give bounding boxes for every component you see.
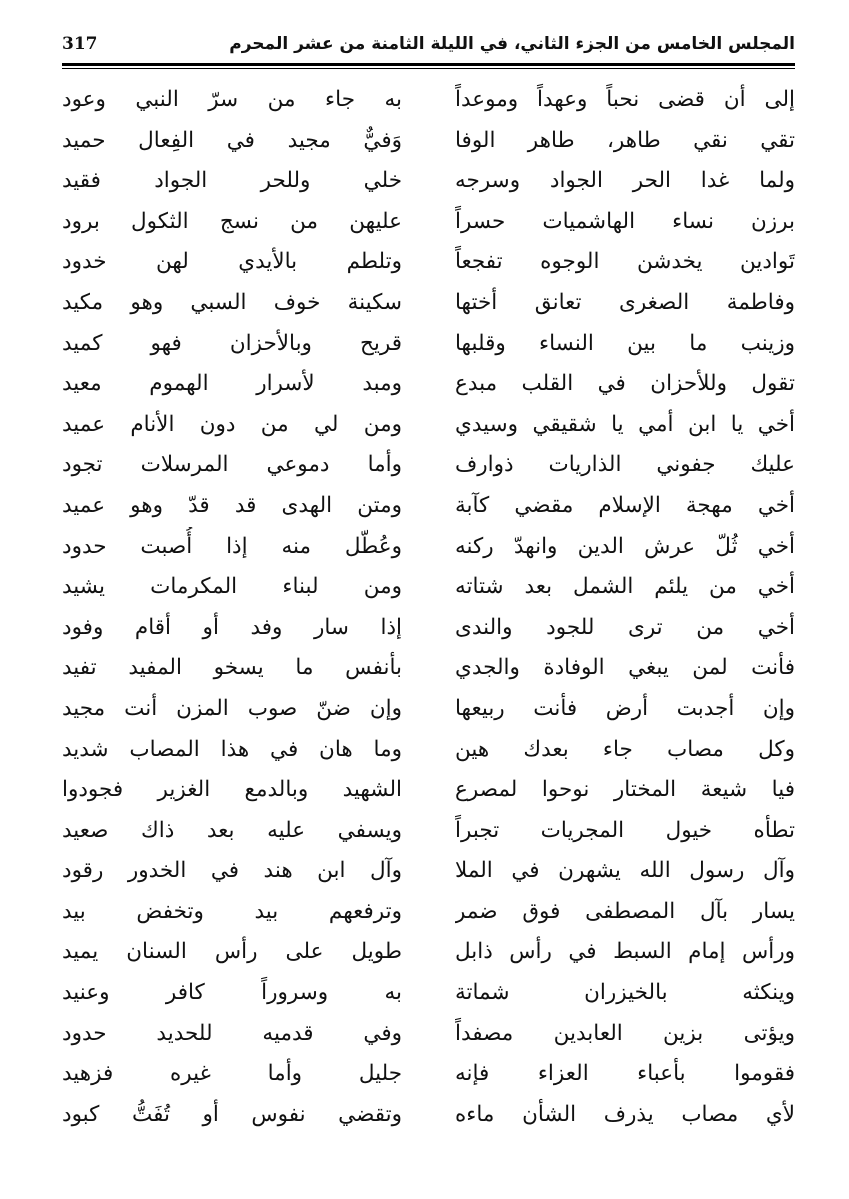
verse-second-hemistich: وعُطّل منه إذا أُصبت حدود — [62, 533, 402, 559]
verse-line — [62, 161, 795, 202]
verse-second-hemistich: ويسفي عليه بعد ذاك صعيد — [62, 817, 402, 843]
verse-first-hemistich: فأنت لمن يبغي الوفادة والجدي — [455, 655, 795, 681]
verse-first-hemistich: تطأه خيول المجريات تجبراً — [455, 817, 795, 843]
verse-first-hemistich: وزينب ما بين النساء وقلبها — [455, 330, 795, 356]
verse-second-hemistich: وترفعهم بيد وتخفض بيد — [62, 898, 402, 924]
verse-second-hemistich: به وسروراً كافر وعنيد — [62, 980, 402, 1006]
verse-line — [62, 242, 795, 283]
verse-first-hemistich: برزن نساء الهاشميات حسراً — [455, 208, 795, 234]
verse-line — [62, 202, 795, 243]
verse-line — [62, 730, 795, 771]
verse-first-hemistich: يسار بآل المصطفى فوق ضمر — [455, 898, 795, 924]
verse-second-hemistich: ومتن الهدى قد قدّ وهو عميد — [62, 492, 402, 518]
verse-line — [62, 121, 795, 162]
verse-second-hemistich: وتلطم بالأيدي لهن خدود — [62, 249, 402, 275]
verse-first-hemistich: فقوموا بأعباء العزاء فإنه — [455, 1061, 795, 1087]
verse-first-hemistich: تَوادين يخدشن الوجوه تفجعاً — [455, 249, 795, 275]
verse-line — [62, 527, 795, 568]
verse-line — [62, 405, 795, 446]
verse-line — [62, 811, 795, 852]
verse-second-hemistich: وتقضي نفوس أو تُفَتُّ كبود — [62, 1101, 402, 1127]
verse-second-hemistich: وإن ضنّ صوب المزن أنت مجيد — [62, 695, 402, 721]
verse-first-hemistich: إلى أن قضى نحباً وعهداً وموعداً — [455, 87, 795, 112]
verse-first-hemistich: تقول وللأحزان في القلب مبدع — [455, 371, 795, 397]
verse-first-hemistich: وفاطمة الصغرى تعانق أختها — [455, 289, 795, 315]
verse-line — [62, 80, 795, 121]
verse-second-hemistich: وأما دموعي المرسلات تجود — [62, 452, 402, 478]
header-rule-thin — [62, 68, 795, 69]
verse-line — [62, 1095, 795, 1136]
verse-second-hemistich: طويل على رأس السنان يميد — [62, 939, 402, 965]
verse-line — [62, 445, 795, 486]
verse-first-hemistich: أخي مهجة الإسلام مقضي كآبة — [455, 492, 795, 518]
verse-line — [62, 283, 795, 324]
verse-line — [62, 932, 795, 973]
verse-first-hemistich: أخي يا ابن أمي يا شقيقي وسيدي — [455, 411, 795, 437]
verse-first-hemistich: وإن أجدبت أرض فأنت ربيعها — [455, 695, 795, 721]
verse-first-hemistich: وينكثه بالخيزران شماتة — [455, 980, 795, 1006]
verse-line — [62, 689, 795, 730]
verse-second-hemistich: ومن لي من دون الأنام عميد — [62, 411, 402, 437]
verse-line — [62, 486, 795, 527]
page-header — [62, 26, 795, 62]
verse-first-hemistich: لأي مصاب يذرف الشأن ماءه — [455, 1101, 795, 1127]
verse-second-hemistich: خلي وللحر الجواد فقيد — [62, 168, 402, 194]
verse-first-hemistich: وآل رسول الله يشهرن في الملا — [455, 858, 795, 884]
verse-first-hemistich: ورأس إمام السبط في رأس ذابل — [455, 939, 795, 965]
verse-second-hemistich: الشهيد وبالدمع الغزير فجودوا — [62, 777, 402, 803]
verse-line — [62, 648, 795, 689]
verse-second-hemistich: ومن لبناء المكرمات يشيد — [62, 574, 402, 600]
verse-line — [62, 892, 795, 933]
verse-first-hemistich: عليك جفوني الذاريات ذوارف — [455, 452, 795, 478]
verse-first-hemistich: وكل مصاب جاء بعدك هين — [455, 736, 795, 762]
verse-line — [62, 567, 795, 608]
verse-second-hemistich: إذا سار وفد أو أقام وفود — [62, 614, 402, 640]
verse-second-hemistich: وآل ابن هند في الخدور رقود — [62, 858, 402, 884]
verse-second-hemistich: ومبد لأسرار الهموم معيد — [62, 371, 402, 397]
verse-line — [62, 770, 795, 811]
verse-first-hemistich: أخي ثُلّ عرش الدين وانهدّ ركنه — [455, 533, 795, 559]
verse-first-hemistich: تقي نقي طاهر، طاهر الوفا — [455, 127, 795, 153]
verse-line — [62, 851, 795, 892]
verse-line — [62, 608, 795, 649]
verse-line — [62, 1054, 795, 1095]
verse-first-hemistich: أخي من يلئم الشمل بعد شتاته — [455, 574, 795, 600]
verse-second-hemistich: بأنفس ما يسخو المفيد تفيد — [62, 655, 402, 681]
verse-second-hemistich: عليهن من نسج الثكول برود — [62, 208, 402, 234]
verse-second-hemistich: قريح وبالأحزان فهو كميد — [62, 330, 402, 356]
verse-line — [62, 1014, 795, 1055]
header-rule-thick — [62, 63, 795, 66]
verse-first-hemistich: ويؤتى بزين العابدين مصفداً — [455, 1020, 795, 1046]
verse-second-hemistich: به جاء من سرّ النبي وعود — [62, 87, 402, 112]
verse-second-hemistich: وفي قدميه للحديد حدود — [62, 1020, 402, 1046]
verse-line — [62, 364, 795, 405]
poem-body — [62, 80, 795, 1135]
verse-first-hemistich: فيا شيعة المختار نوحوا لمصرع — [455, 777, 795, 803]
verse-first-hemistich: أخي من ترى للجود والندى — [455, 614, 795, 640]
verse-line — [62, 324, 795, 365]
verse-second-hemistich: وما هان في هذا المصاب شديد — [62, 736, 402, 762]
verse-first-hemistich: ولما غدا الحر الجواد وسرجه — [455, 168, 795, 194]
running-header-title: المجلس الخامس من الجزء الثاني، في الليلة الثامنة من عشر المحرم — [229, 34, 795, 54]
verse-line — [62, 973, 795, 1014]
verse-second-hemistich: سكينة خوف السبي وهو مكيد — [62, 289, 402, 315]
verse-second-hemistich: وَفيٌّ مجيد في الفِعال حميد — [62, 127, 402, 153]
verse-second-hemistich: جليل وأما غيره فزهيد — [62, 1061, 402, 1087]
page-number: 317 — [62, 34, 98, 54]
